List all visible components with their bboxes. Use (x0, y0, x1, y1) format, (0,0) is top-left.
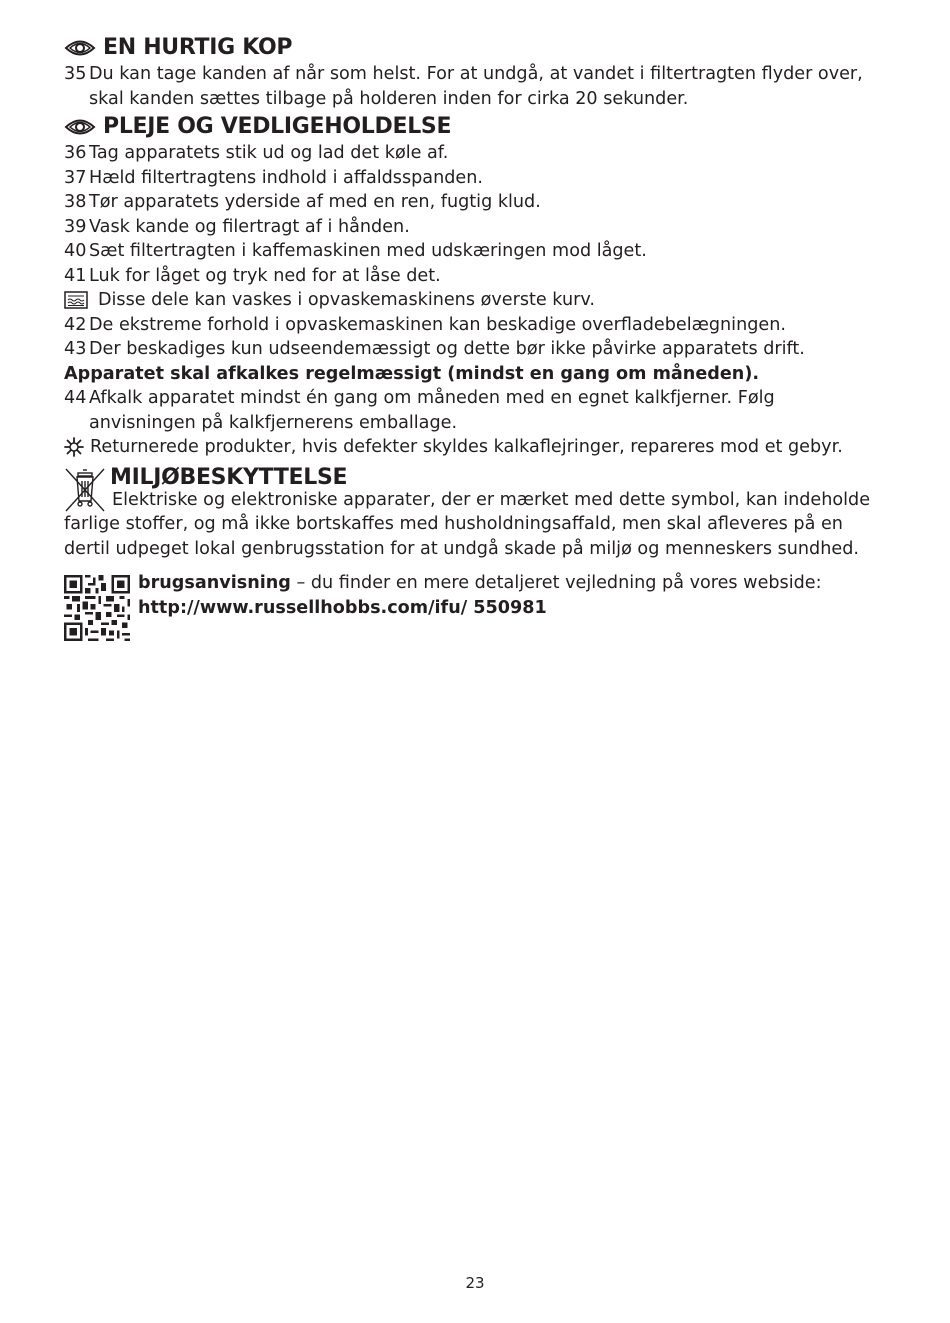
list-item (64, 264, 874, 289)
limescale-star-icon (64, 435, 88, 460)
manual-text: – du finder en mere detaljeret vejledning på vores webside: (290, 573, 822, 593)
item-text: Vask kande og filertragt af i hånden. (89, 216, 410, 237)
scale-note (64, 435, 874, 460)
item-number: 38 (64, 192, 87, 212)
environment-text: Elektriske og elektroniske apparater, der er mærket med dette symbol, kan indeholde farlige stoffer, og må ikke bortskaffes med husholdningsaffald, men skal afleveres på en dertil udpeget lokal genbrugsstation for at undgå skade på miljø og menneskers sundhed. (64, 489, 871, 559)
item-number: 42 (64, 314, 87, 335)
item-text: Afkalk apparatet mindst én gang om måneden med en egnet kalkfjerner. Følg anvisningen på kalkfjernerens emballage. (89, 388, 775, 433)
manual-text-block (138, 571, 822, 641)
item-text: Tør apparatets yderside af med en ren, fugtig klud. (89, 192, 541, 212)
item-text: Der beskadiges kun udseendemæssigt og dette bør ikke påvirke apparatets drift. (89, 339, 805, 359)
list-item (64, 190, 874, 215)
item-text: Hæld filtertragtens indhold i affaldsspanden. (89, 167, 483, 188)
item-number: 39 (64, 216, 87, 237)
item-text: Sæt filtertragten i kaffemaskinen med udskæringen mod låget. (89, 241, 647, 261)
section-heading-quick-cup (64, 34, 874, 62)
eye-icon (64, 117, 96, 137)
heading-text: MILJØBESKYTTELSE (110, 464, 348, 490)
item-number: 44 (64, 388, 87, 408)
item-text: Tag apparatets stik ud og lad det køle af. (89, 143, 449, 163)
page-number: 23 (465, 1274, 485, 1292)
item-number: 35 (64, 64, 87, 84)
item-text: Luk for låget og tryk ned for at låse det. (89, 265, 441, 286)
qr-code-icon (64, 575, 130, 641)
item-number: 37 (64, 167, 87, 188)
environment-section (64, 464, 874, 492)
list-item (64, 215, 874, 240)
dishwasher-icon (64, 288, 90, 313)
manual-label: brugsanvisning (138, 573, 291, 593)
manual-block (64, 571, 874, 641)
item-number: 41 (64, 265, 87, 286)
dishwasher-note-text: Disse dele kan vaskes i opvaskemaskinens øverste kurv. (98, 290, 595, 310)
document-page (64, 34, 874, 641)
item-number: 43 (64, 339, 87, 359)
dishwasher-note (64, 288, 874, 313)
list-item (64, 141, 874, 166)
heading-text: PLEJE OG VEDLIGEHOLDELSE (103, 114, 452, 139)
section-heading-care (64, 113, 874, 141)
item-text: Du kan tage kanden af når som helst. For at undgå, at vandet i filtertragten flyder over, skal kanden sættes tilbage på holderen inden for cirka 20 sekunder. (89, 64, 863, 109)
item-number: 36 (64, 143, 87, 163)
crossed-bin-icon (64, 467, 106, 513)
scale-note-text: Returnerede produkter, hvis defekter skyldes kalkaflejringer, repareres mod et gebyr. (90, 437, 843, 457)
list-item (64, 337, 874, 362)
heading-text: EN HURTIG KOP (103, 35, 293, 60)
eye-icon (64, 38, 96, 58)
item-number: 40 (64, 241, 87, 261)
section-heading-environment (110, 464, 874, 492)
list-item (64, 313, 874, 338)
item-text: De ekstreme forhold i opvaskemaskinen kan beskadige overfladebelægningen. (89, 314, 786, 335)
list-item (64, 166, 874, 191)
list-item (64, 239, 874, 264)
manual-url-link[interactable]: http://www.russellhobbs.com/ifu/ 550981 (138, 597, 547, 618)
descale-heading: Apparatet skal afkalkes regelmæssigt (mindst en gang om måneden). (64, 363, 760, 384)
list-item (64, 62, 874, 111)
list-item (64, 386, 874, 435)
